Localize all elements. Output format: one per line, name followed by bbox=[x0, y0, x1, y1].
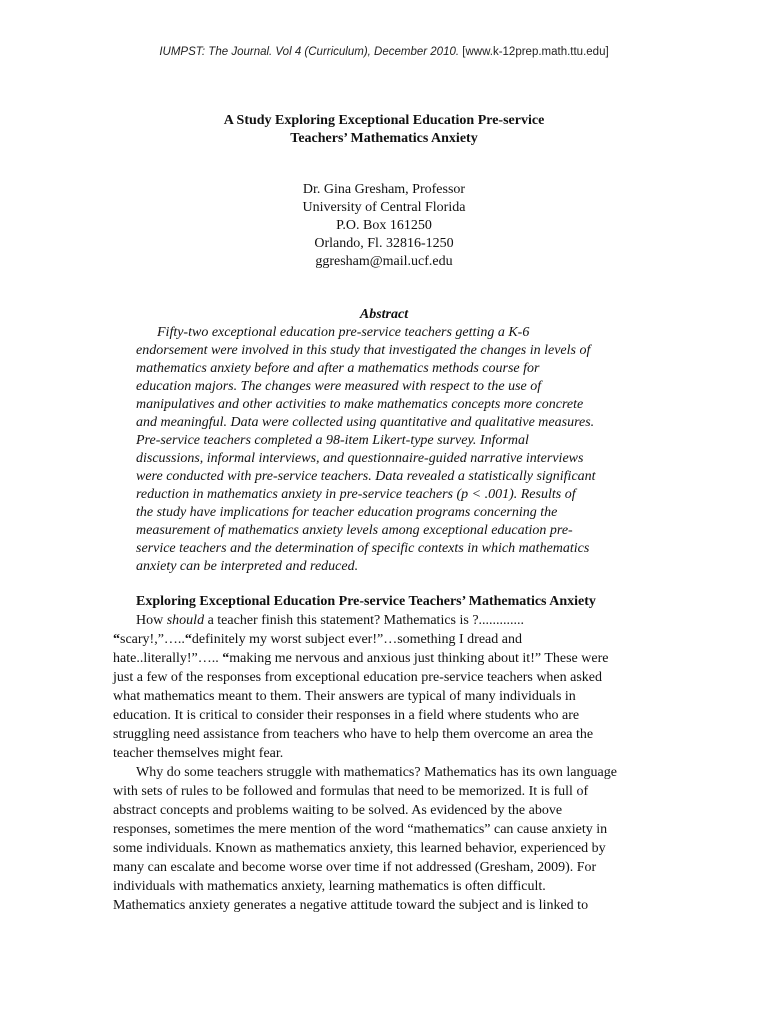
body-line: with sets of rules to be followed and formulas that need to be memorized. It is full of bbox=[113, 784, 589, 799]
abstract-line: Fifty-two exceptional education pre-service teachers getting a K-6 bbox=[157, 325, 530, 340]
abstract-line: were conducted with pre-service teachers. Data revealed a statistically significant bbox=[136, 469, 596, 484]
body-line: struggling need assistance from teachers who have to help them overcome an area the bbox=[113, 727, 594, 742]
abstract-line: education majors. The changes were measured with respect to the use of bbox=[136, 379, 542, 394]
body-line: teacher themselves might fear. bbox=[113, 746, 284, 761]
abstract-line: endorsement were involved in this study that investigated the changes in levels of bbox=[136, 343, 591, 358]
author-city: Orlando, Fl. 32816-1250 bbox=[314, 236, 454, 251]
body-line: education. It is critical to consider their responses in a field where students who are bbox=[113, 708, 580, 723]
abstract-line: manipulatives and other activities to make mathematics concepts more concrete bbox=[136, 397, 584, 412]
body-line bbox=[113, 630, 653, 649]
abstract-line: mathematics anxiety before and after a mathematics methods course for bbox=[136, 361, 540, 376]
bold-quote-mark: “ bbox=[184, 632, 192, 647]
body-line bbox=[113, 649, 653, 668]
paper-title bbox=[0, 112, 768, 148]
abstract-line: measurement of mathematics anxiety levels among exceptional education pre- bbox=[136, 523, 573, 538]
body-text-run: hate..literally!”….. bbox=[113, 651, 223, 666]
body-line: what mathematics meant to them. Their answers are typical of many individuals in bbox=[113, 689, 576, 704]
body-line: some individuals. Known as mathematics anxiety, this learned behavior, experienced by bbox=[113, 841, 606, 856]
body-line: abstract concepts and problems waiting to be solved. As evidenced by the above bbox=[113, 803, 563, 818]
author-name: Dr. Gina Gresham, Professor bbox=[302, 182, 466, 197]
emphasized-word: should bbox=[166, 613, 205, 628]
body-line: just a few of the responses from exceptional education pre-service teachers when asked bbox=[113, 670, 603, 685]
abstract-line: and meaningful. Data were collected using quantitative and qualitative measures. bbox=[136, 415, 595, 430]
author-institution: University of Central Florida bbox=[302, 200, 466, 215]
abstract-body bbox=[136, 324, 636, 576]
author-block bbox=[0, 181, 768, 271]
journal-citation: IUMPST: The Journal. Vol 4 (Curriculum), December 2010. bbox=[159, 46, 460, 58]
abstract-line: Pre-service teachers completed a 98-item Likert-type survey. Informal bbox=[136, 433, 529, 448]
body-line: responses, sometimes the mere mention of the word “mathematics” can cause anxiety in bbox=[113, 822, 608, 837]
abstract-line: service teachers and the determination of specific contexts in which mathematics bbox=[136, 541, 590, 556]
body-text-run: scary!,”….. bbox=[120, 632, 185, 647]
body-line: many can escalate and become worse over time if not addressed (Gresham, 2009). For bbox=[113, 860, 597, 875]
running-header bbox=[0, 46, 768, 58]
body-text-run: definitely my worst subject ever!”…something I dread and bbox=[191, 632, 522, 647]
body-line: individuals with mathematics anxiety, learning mathematics is often difficult. bbox=[113, 879, 546, 894]
abstract-heading: Abstract bbox=[359, 307, 409, 322]
abstract-line: reduction in mathematics anxiety in pre-service teachers (p < .001). Results of bbox=[136, 487, 576, 502]
journal-url: [www.k-12prep.math.ttu.edu] bbox=[462, 46, 609, 58]
body-text-run: How bbox=[136, 613, 167, 628]
abstract-line: anxiety can be interpreted and reduced. bbox=[136, 559, 359, 574]
body-line: Mathematics anxiety generates a negative attitude toward the subject and is linked to bbox=[113, 898, 589, 913]
body-line: Why do some teachers struggle with mathematics? Mathematics has its own language bbox=[136, 765, 617, 780]
section-heading: Exploring Exceptional Education Pre-service Teachers’ Mathematics Anxiety bbox=[136, 594, 596, 609]
abstract-line: discussions, informal interviews, and questionnaire-guided narrative interviews bbox=[136, 451, 584, 466]
body-text bbox=[113, 611, 653, 915]
author-email: ggresham@mail.ucf.edu bbox=[315, 254, 453, 269]
abstract-line: the study have implications for teacher education programs concerning the bbox=[136, 505, 558, 520]
title-line-1: A Study Exploring Exceptional Education Pre-service bbox=[223, 113, 545, 128]
author-po-box: P.O. Box 161250 bbox=[336, 218, 432, 233]
title-line-2: Teachers’ Mathematics Anxiety bbox=[290, 131, 478, 146]
bold-quote-mark: “ bbox=[113, 632, 120, 647]
body-text-run: a teacher finish this statement? Mathematics is ?............. bbox=[204, 613, 525, 628]
bold-quote-mark: “ bbox=[222, 651, 230, 666]
body-line bbox=[113, 611, 653, 630]
body-text-run: making me nervous and anxious just thinking about it!” These were bbox=[229, 651, 609, 666]
